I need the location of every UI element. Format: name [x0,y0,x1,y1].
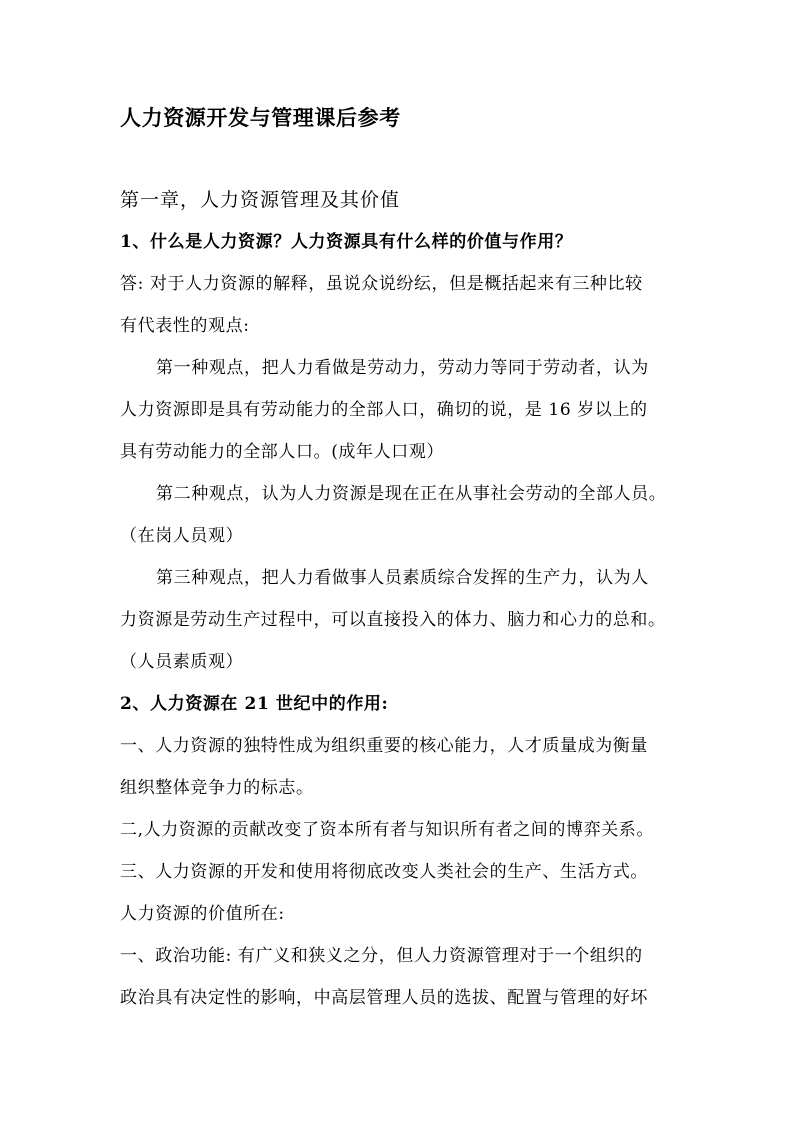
paragraph-line: 一、人力资源的独特性成为组织重要的核心能力，人才质量成为衡量 [120,736,648,756]
answer-line: 答: 对于人力资源的解释，虽说众说纷纭，但是概括起来有三种比较 [120,274,643,294]
paragraph-line: 力资源是劳动生产过程中，可以直接投入的体力、脑力和心力的总和。 [120,610,666,630]
paragraph-line: （人员素质观） [120,652,244,672]
question-2-heading: 2、人力资源在 21 世纪中的作用: [120,694,389,714]
paragraph-line: 第一种观点，把人力看做是劳动力，劳动力等同于劳动者，认为 [156,358,649,378]
paragraph-line: 组织整体竞争力的标志。 [120,778,314,798]
paragraph-line: 二,人力资源的贡献改变了资本所有者与知识所有者之间的博弈关系。 [120,820,655,840]
paragraph-line: 第二种观点，认为人力资源是现在正在从事社会劳动的全部人员。 [156,484,667,504]
paragraph-line: 人力资源即是具有劳动能力的全部人口，确切的说，是 16 岁以上的 [120,400,648,420]
chapter-heading: 第一章，人力资源管理及其价值 [120,189,401,211]
paragraph-line: 三、人力资源的开发和使用将彻底改变人类社会的生产、生活方式。 [120,862,648,882]
paragraph-line: 第三种观点，把人力看做事人员素质综合发挥的生产力，认为人 [156,568,649,588]
document-title: 人力资源开发与管理课后参考 [120,105,401,130]
paragraph-line: 一、政治功能: 有广义和狭义之分，但人力资源管理对于一个组织的 [120,946,643,966]
paragraph-line: （在岗人员观） [120,526,244,546]
question-1-heading: 1、什么是人力资源？人力资源具有什么样的价值与作用？ [120,232,573,252]
paragraph-line: 具有劳动能力的全部人口。(成年人口观） [120,442,445,462]
answer-line: 有代表性的观点: [120,316,250,336]
paragraph-line: 政治具有决定性的影响，中高层管理人员的选拔、配置与管理的好坏 [120,988,648,1008]
paragraph-line: 人力资源的价值所在: [120,904,285,924]
